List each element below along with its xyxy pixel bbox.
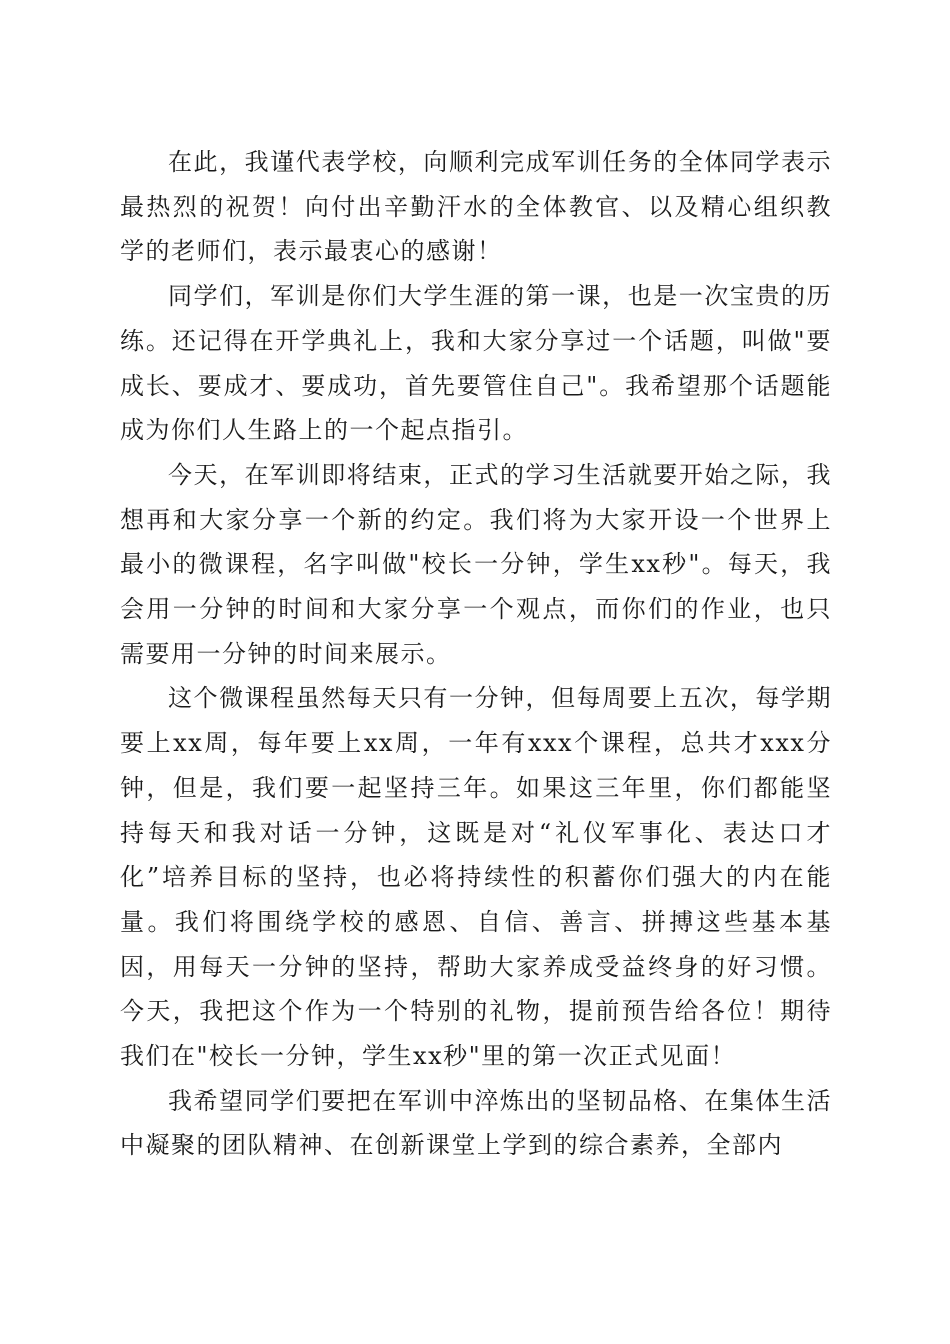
paragraph-micro-course: 这个微课程虽然每天只有一分钟，但每周要上五次，每学期要上xx周，每年要上xx周，一年有xxx个课程，总共才xxx分钟，但是，我们要一起坚持三年。如果这三年里，你们都能坚持每天和我对话一分钟，这既是对“礼仪军事化、表达口才化”培养目标的坚持，也必将持续性的积蓄你们强大的内在能量。我们将围绕学校的感恩、自信、善言、拼搏这些基本基因，用每天一分钟的坚持，帮助大家养成受益终身的好习惯。今天，我把这个作为一个特别的礼物，提前预告给各位！期待我们在"校长一分钟，学生xx秒"里的第一次正式见面！ <box>120 684 832 1071</box>
paragraph-congratulations: 在此，我谨代表学校，向顺利完成军训任务的全体同学表示最热烈的祝贺！向付出辛勤汗水的全体教官、以及精心组织教学的老师们，表示最衷心的感谢！ <box>120 148 832 266</box>
paragraph-hope: 我希望同学们要把在军训中淬炼出的坚韧品格、在集体生活中凝聚的团队精神、在创新课堂上学到的综合素养，全部内 <box>120 1086 832 1160</box>
paragraph-first-lesson: 同学们，军训是你们大学生涯的第一课，也是一次宝贵的历练。还记得在开学典礼上，我和大家分享过一个话题，叫做"要成长、要成才、要成功，首先要管住自己"。我希望那个话题能成为你们人生路上的一个起点指引。 <box>120 282 832 445</box>
paragraph-new-agreement: 今天，在军训即将结束，正式的学习生活就要开始之际，我想再和大家分享一个新的约定。我们将为大家开设一个世界上最小的微课程，名字叫做"校长一分钟，学生xx秒"。每天，我会用一分钟的时间和大家分享一个观点，而你们的作业，也只需要用一分钟的时间来展示。 <box>120 460 832 668</box>
document-body <box>120 140 832 1168</box>
